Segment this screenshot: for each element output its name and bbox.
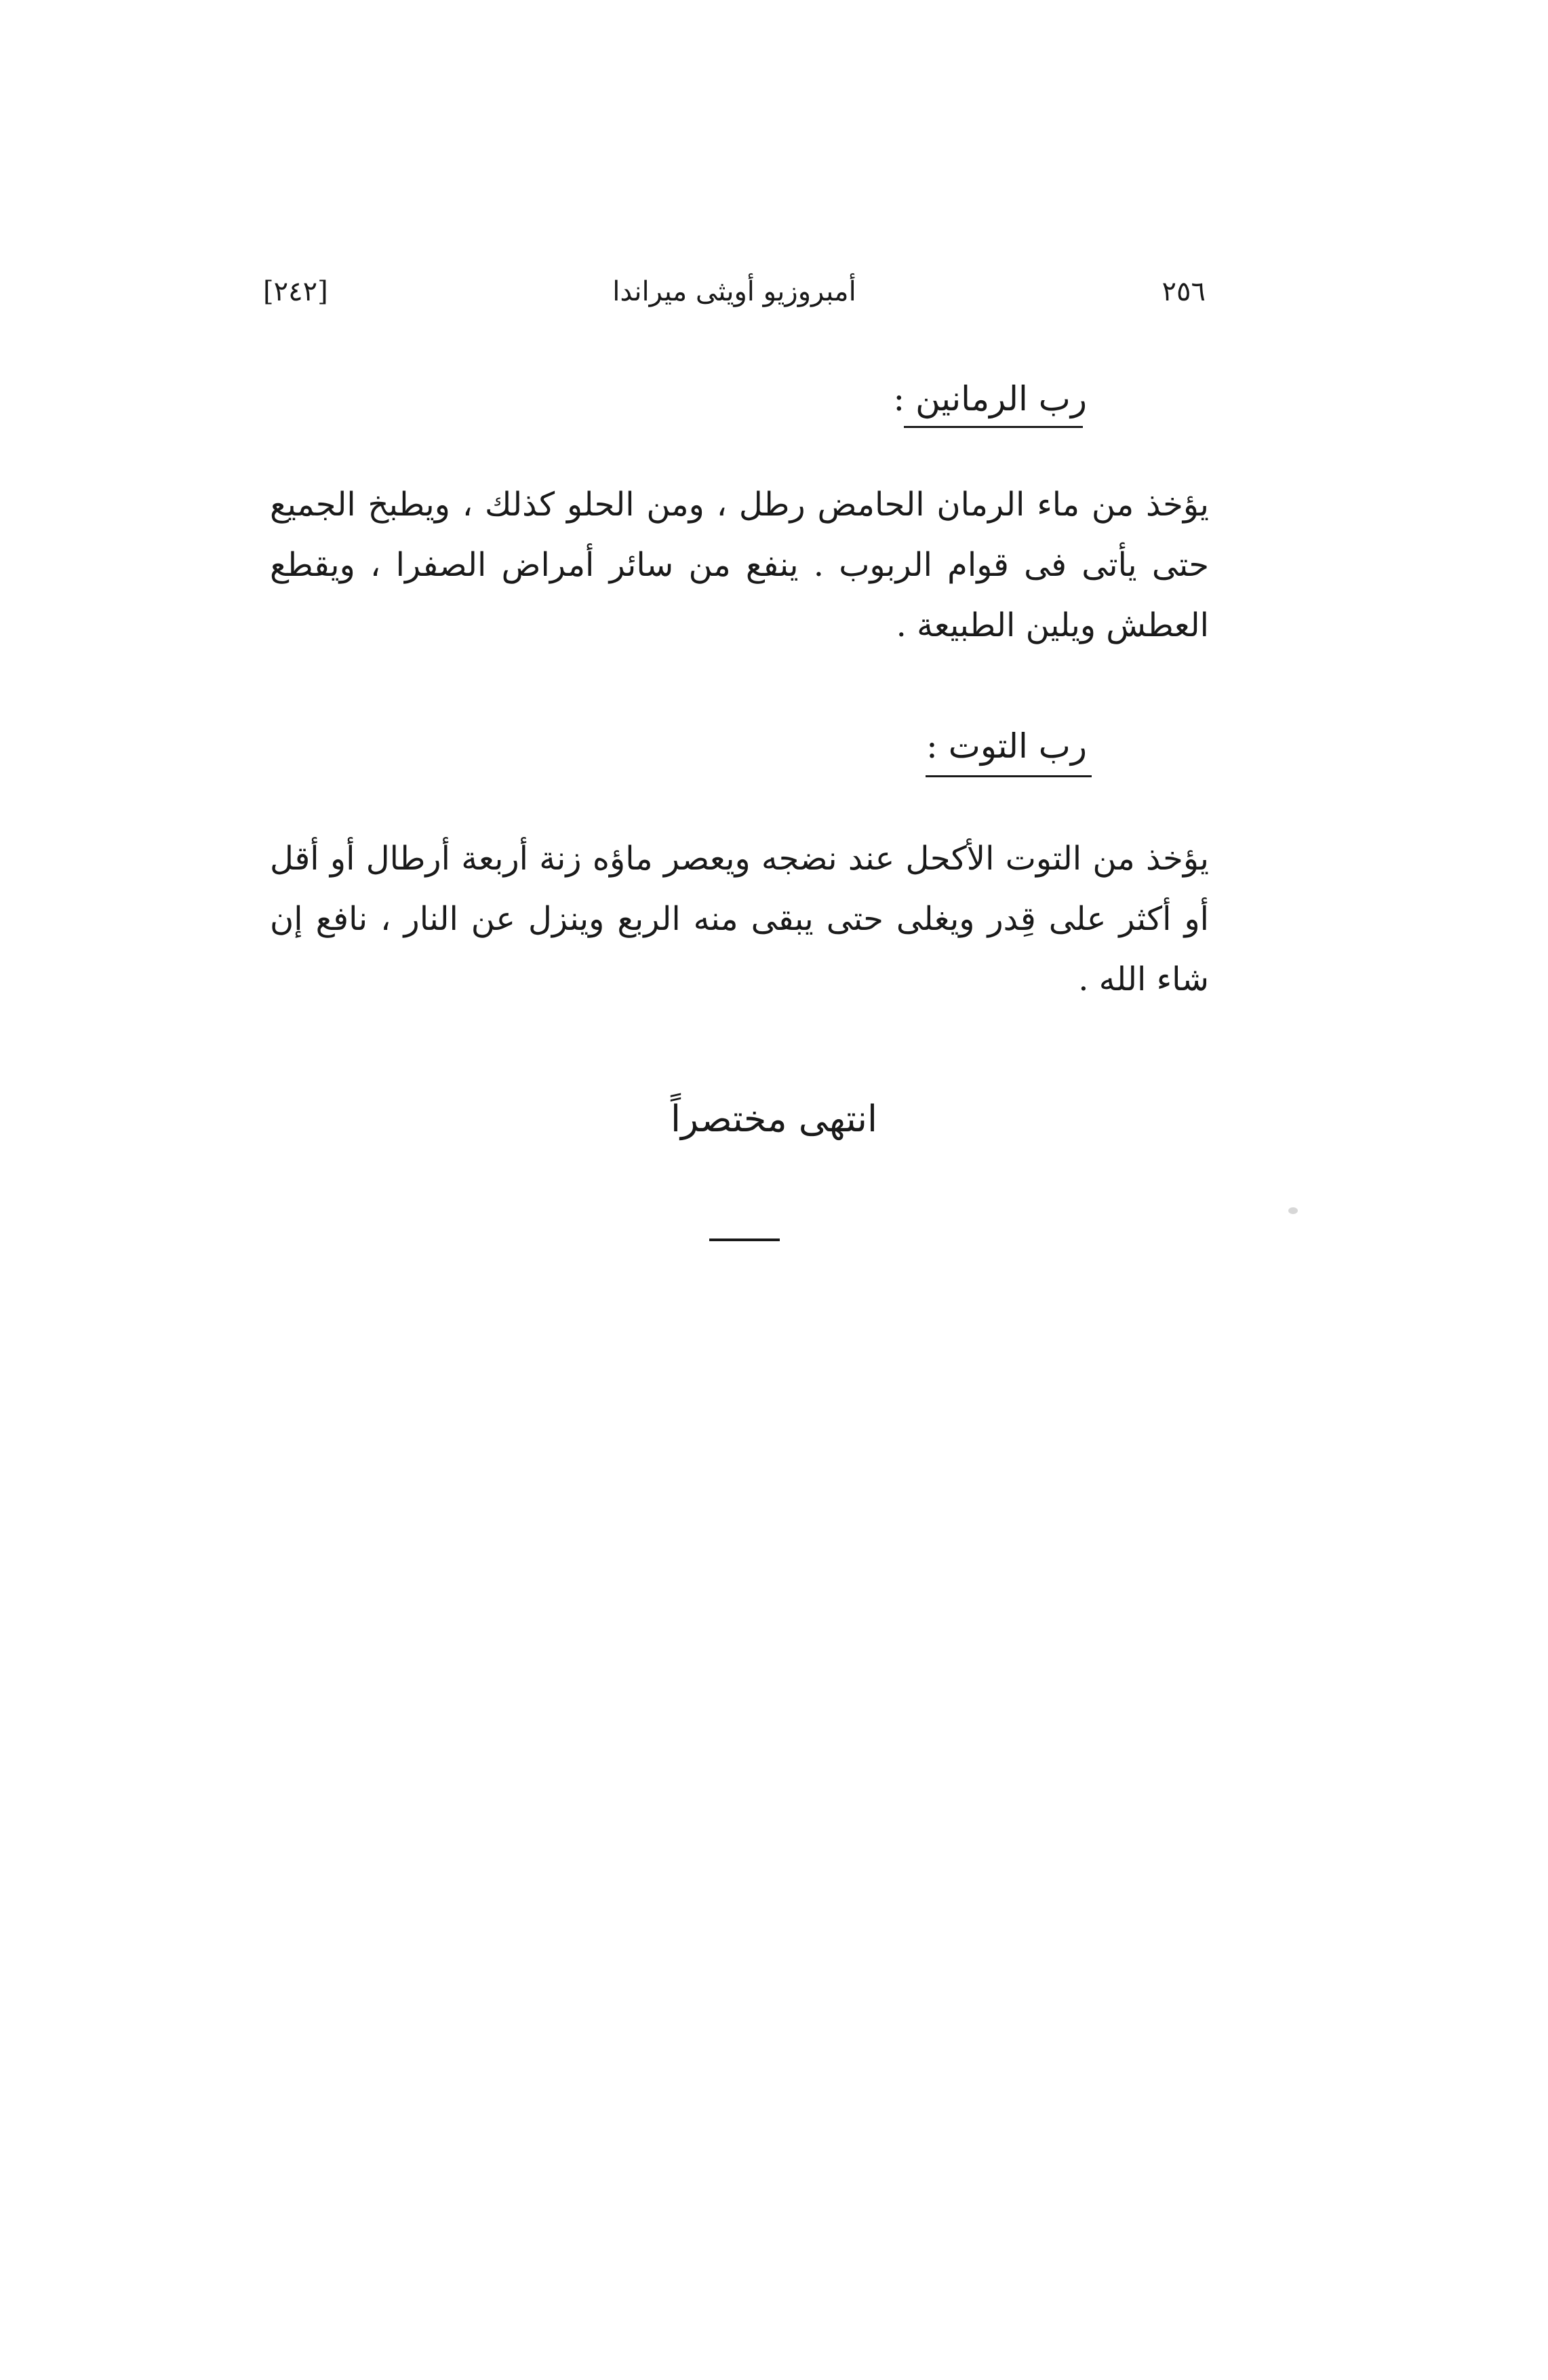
paper-speck xyxy=(1288,1207,1298,1214)
original-page-reference: [٢٤٢] xyxy=(263,276,328,307)
closing-text: انتهى مختصراً xyxy=(670,1097,878,1140)
page-number: ٢٥٦ xyxy=(1162,276,1206,307)
end-rule xyxy=(709,1238,780,1241)
section-heading-mulberry: رب التوت : xyxy=(926,726,1087,766)
section-heading-pomegranate: رب الرمانين : xyxy=(893,379,1087,418)
paragraph-pomegranate: يؤخذ من ماء الرمان الحامض رطل ، ومن الحلو كذلك ، ويطبخ الجميع حتى يأتى فى قوام الربوب . ينفع من سائر أمراض الصفرا ، ويقطع العطش ويلين الطبيعة . xyxy=(270,486,1209,644)
heading-underline xyxy=(904,426,1083,428)
heading-underline xyxy=(926,775,1092,777)
running-header xyxy=(263,268,1206,315)
paragraph-mulberry: يؤخذ من التوت الأكحل عند نضجه ويعصر ماؤه زنة أربعة أرطال أو أقل أو أكثر على قِدر ويغلى حتى يبقى منه الربع وينزل عن النار ، نافع إن شاء الله . xyxy=(270,840,1209,998)
running-title: أمبروزيو أويثى ميراندا xyxy=(612,276,856,307)
